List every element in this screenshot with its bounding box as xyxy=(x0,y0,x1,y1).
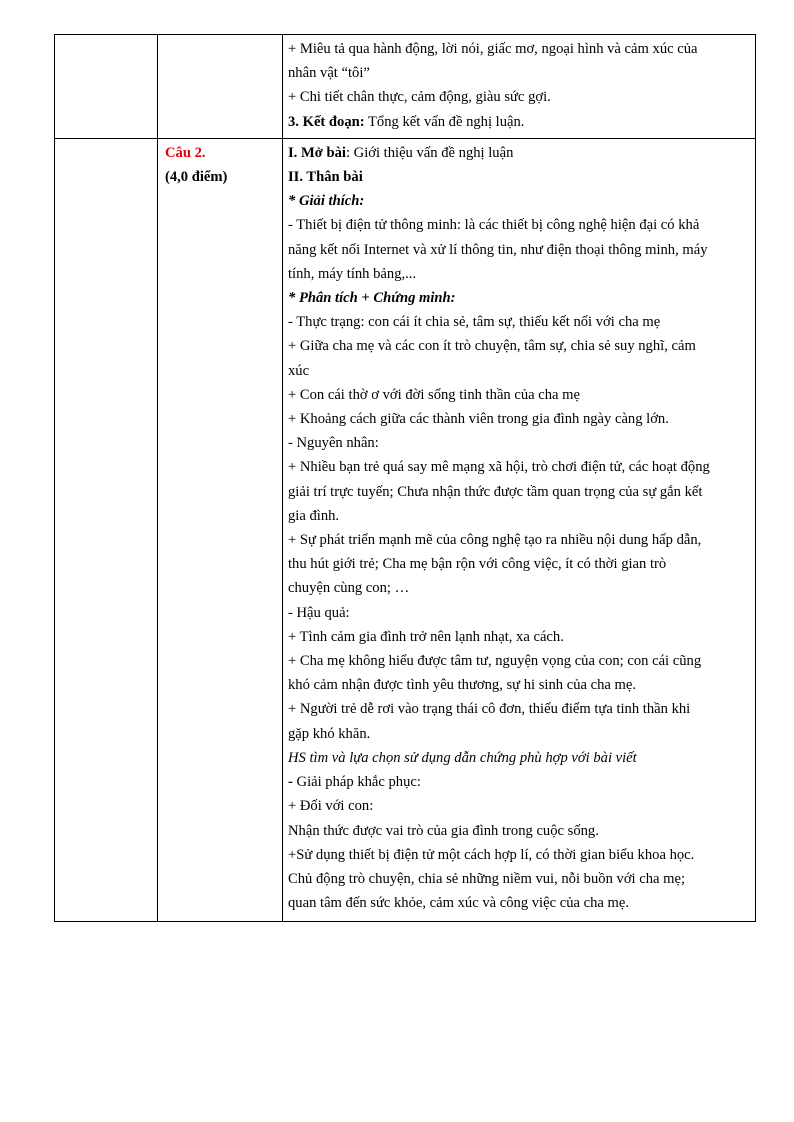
text-line: + Miêu tả qua hành động, lời nói, giấc mơ, ngoại hình và cảm xúc của xyxy=(288,41,698,57)
text-line: xúc xyxy=(288,362,310,379)
empty-cell xyxy=(55,35,158,139)
text-line: + Cha mẹ không hiểu được tâm tư, nguyện vọng của con; con cái cũng xyxy=(288,653,702,670)
text-line: năng kết nối Internet và xử lí thông tin, như điện thoại thông minh, máy xyxy=(288,241,708,258)
evidence-note: HS tìm và lựa chọn sử dụng dẫn chứng phù hợp với bài viết xyxy=(288,749,637,766)
intro-label: I. Mở bài xyxy=(288,144,346,161)
text-line: gặp khó khăn. xyxy=(288,725,371,742)
text-line: giải trí trực tuyến; Chưa nhận thức được tầm quan trọng của sự gắn kết xyxy=(288,483,703,500)
text-line: nhân vật “tôi” xyxy=(288,65,370,82)
conclusion-text: Tổng kết vấn đề nghị luận. xyxy=(364,113,525,130)
explain-heading: * Giải thích: xyxy=(288,193,365,210)
analysis-heading: * Phân tích + Chứng minh: xyxy=(288,290,456,307)
text-line: + Giữa cha mẹ và các con ít trò chuyện, tâm sự, chia sẻ suy nghĩ, cảm xyxy=(288,338,696,355)
text-line: quan tâm đến sức khỏe, cảm xúc và công việc của cha mẹ. xyxy=(288,895,629,912)
text-line: + Tình cảm gia đình trở nên lạnh nhạt, xa cách. xyxy=(288,628,564,645)
solution-dash: - xyxy=(288,774,293,791)
empty-cell xyxy=(55,138,158,922)
text-line: - Thiết bị điện tử thông minh: là các thiết bị công nghệ hiện đại có khả xyxy=(288,217,700,234)
body-heading: II. Thân bài xyxy=(288,169,363,186)
solution-text: Giải pháp khắc phục: xyxy=(292,774,421,791)
score-label: (4,0 điểm) xyxy=(165,169,228,186)
text-line: - Hậu quả: xyxy=(288,604,350,621)
table-row xyxy=(55,35,756,139)
text-line: Nhận thức được vai trò của gia đình trong cuộc sống. xyxy=(288,822,599,839)
text-line: + Đối với con: xyxy=(288,798,374,815)
text-line: + Con cái thờ ơ với đời sống tinh thần của cha mẹ xyxy=(288,386,581,403)
question-label: Câu 2. xyxy=(165,144,206,161)
text-line: Chủ động trò chuyện, chia sẻ những niềm vui, nỗi buồn với cha mẹ; xyxy=(288,870,686,887)
text-line: gia đình. xyxy=(288,507,340,524)
text-line: + Sự phát triển mạnh mẽ của công nghệ tạo ra nhiều nội dung hấp dẫn, xyxy=(288,532,702,549)
text-line: - Thực trạng: con cái ít chia sẻ, tâm sự, thiếu kết nối với cha mẹ xyxy=(288,314,661,331)
content-cell xyxy=(283,35,756,139)
intro-line xyxy=(288,141,749,165)
text-line: +Sử dụng thiết bị điện tử một cách hợp lí, có thời gian biểu khoa học. xyxy=(288,846,695,863)
conclusion-line xyxy=(288,110,749,134)
text-line: + Khoảng cách giữa các thành viên trong gia đình ngày càng lớn. xyxy=(288,411,669,428)
text-line: + Người trẻ dễ rơi vào trạng thái cô đơn, thiếu điểm tựa tinh thần khi xyxy=(288,701,691,718)
conclusion-label: 3. Kết đoạn: xyxy=(288,113,365,130)
text-line: - Nguyên nhân: xyxy=(288,435,379,452)
text-line: chuyện cùng con; … xyxy=(288,580,410,597)
text-line: + Nhiều bạn trẻ quá say mê mạng xã hội, trò chơi điện tử, các hoạt động xyxy=(288,459,710,476)
text-line: + Chi tiết chân thực, cảm động, giàu sức gợi. xyxy=(288,89,551,106)
text-line: thu hút giới trẻ; Cha mẹ bận rộn với công việc, ít có thời gian trò xyxy=(288,556,667,573)
text-line: tính, máy tính bảng,... xyxy=(288,265,417,282)
answer-table xyxy=(54,34,756,922)
intro-text: : Giới thiệu vấn đề nghị luận xyxy=(345,144,514,161)
solution-line xyxy=(288,770,749,794)
content-cell xyxy=(283,138,756,922)
empty-cell xyxy=(158,35,283,139)
question-cell xyxy=(158,138,283,922)
table-row xyxy=(55,138,756,922)
text-line: khó cảm nhận được tình yêu thương, sự hi sinh của cha mẹ. xyxy=(288,677,636,694)
